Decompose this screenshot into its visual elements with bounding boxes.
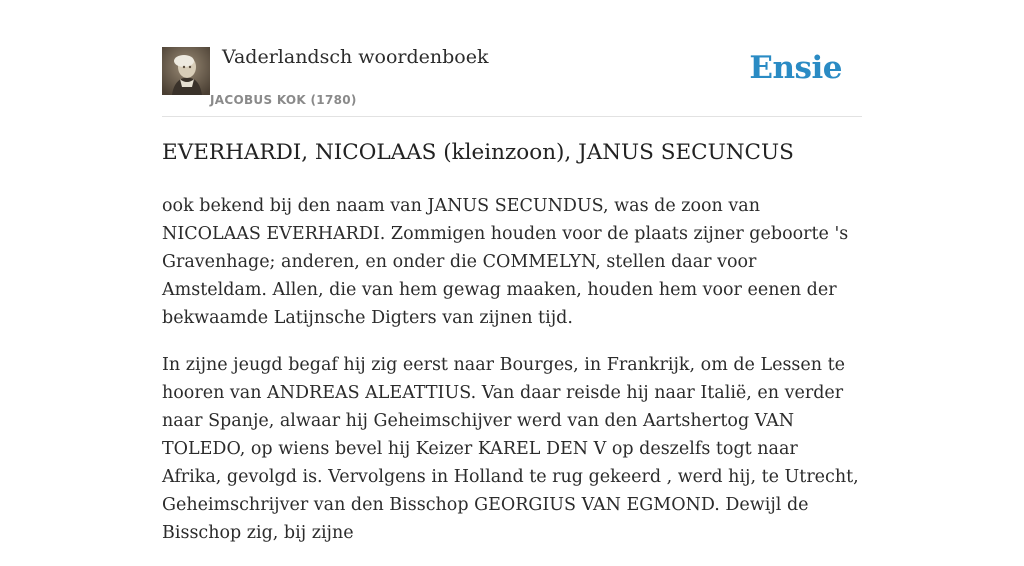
author-portrait[interactable] — [162, 47, 210, 95]
entry-body — [162, 192, 862, 566]
entry-paragraph: ook bekend bij den naam van JANUS SECUNDUS, was de zoon van NICOLAAS EVERHARDI. Zommigen houden voor de plaats zijner geboorte 's Gravenhage; anderen, en onder die COMMELYN, stellen daar voor Amsteldam. Allen, die van hem gewag maaken, houden hem voor eenen der bekwaamde Latijnsche Digters van zijnen tijd. — [162, 196, 849, 328]
header — [162, 46, 862, 117]
entry-paragraph: In zijne jeugd begaf hij zig eerst naar Bourges, in Frankrijk, om de Lessen te hooren van ANDREAS ALEATTIUS. Van daar reisde hij naar Italië, en verder naar Spanje, alwaar hij Geheimschijver werd van den Aartshertog VAN TOLEDO, op wiens bevel hij Keizer KAREL DEN V op deszelfs togt naar Afrika, gevolgd is. Vervolgens in Holland te rug gekeerd , werd hij, te Utrecht, Geheimschrijver van den Bisschop GEORGIUS VAN EGMOND. Dewijl de Bisschop zig, bij zijne — [162, 355, 859, 543]
portrait-image — [162, 47, 210, 95]
author-name[interactable]: JACOBUS KOK (1780) — [210, 93, 357, 107]
ensie-logo[interactable]: Ensie — [749, 50, 842, 86]
book-title[interactable]: Vaderlandsch woordenboek — [222, 46, 489, 68]
entry-title: EVERHARDI, NICOLAAS (kleinzoon), JANUS SECUNCUS — [162, 140, 794, 165]
